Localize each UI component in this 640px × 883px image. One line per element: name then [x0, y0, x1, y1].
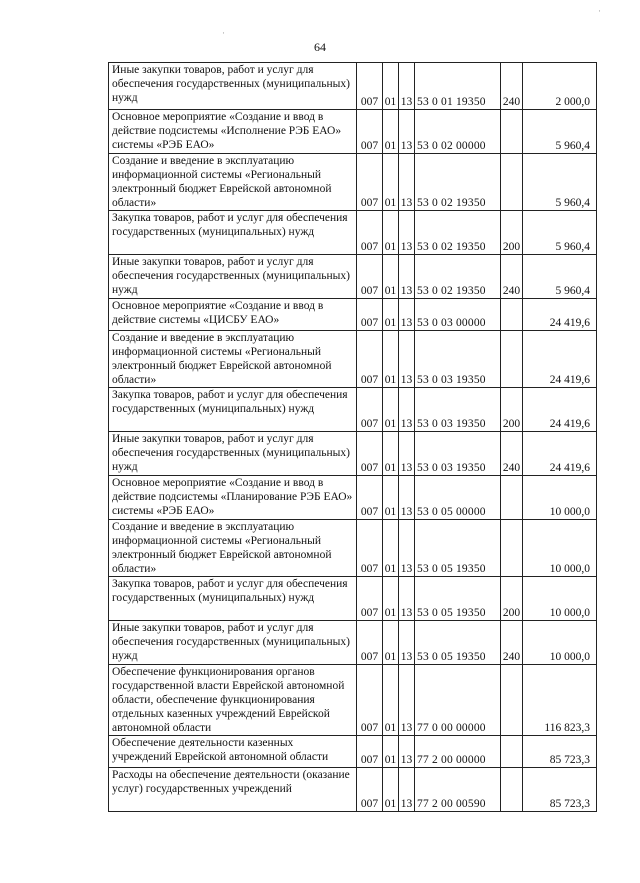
row-gr-code: 007 — [357, 331, 383, 388]
row-name: Закупка товаров, работ и услуг для обеспечения государственных (муниципальных) нужд — [109, 388, 357, 432]
row-target-code: 77 0 00 00000 — [415, 665, 501, 736]
row-amount: 5 960,4 — [523, 110, 597, 154]
row-gr-code: 007 — [357, 736, 383, 768]
row-pr-code: 13 — [399, 736, 415, 768]
row-name: Создание и введение в эксплуатацию информационной системы «Региональный электронный бюджет Еврейской автономной области» — [109, 331, 357, 388]
budget-table — [108, 62, 597, 812]
row-target-code: 53 0 03 19350 — [415, 331, 501, 388]
row-target-code: 53 0 03 00000 — [415, 299, 501, 331]
row-amount: 85 723,3 — [523, 768, 597, 812]
table-row — [109, 476, 597, 520]
row-amount: 24 419,6 — [523, 299, 597, 331]
table-row — [109, 110, 597, 154]
row-pr-code: 13 — [399, 432, 415, 476]
row-rz-code: 01 — [383, 665, 399, 736]
row-pr-code: 13 — [399, 63, 415, 110]
row-name: Расходы на обеспечение деятельности (оказание услуг) государственных учреждений — [109, 768, 357, 812]
row-target-code: 53 0 03 19350 — [415, 432, 501, 476]
table-row — [109, 211, 597, 255]
row-name: Создание и введение в эксплуатацию информационной системы «Региональный электронный бюджет Еврейской автономной области» — [109, 520, 357, 577]
row-target-code: 53 0 02 19350 — [415, 154, 501, 211]
row-vr-code: 200 — [501, 388, 523, 432]
row-rz-code: 01 — [383, 768, 399, 812]
row-amount: 24 419,6 — [523, 331, 597, 388]
row-gr-code: 007 — [357, 154, 383, 211]
row-rz-code: 01 — [383, 621, 399, 665]
row-name: Создание и введение в эксплуатацию информационной системы «Региональный электронный бюджет Еврейской автономной области» — [109, 154, 357, 211]
row-name: Иные закупки товаров, работ и услуг для обеспечения государственных (муниципальных) нужд — [109, 432, 357, 476]
scan-speck: · — [222, 28, 225, 38]
row-target-code: 53 0 05 00000 — [415, 476, 501, 520]
row-gr-code: 007 — [357, 768, 383, 812]
row-rz-code: 01 — [383, 154, 399, 211]
row-name: Закупка товаров, работ и услуг для обеспечения государственных (муниципальных) нужд — [109, 577, 357, 621]
row-target-code: 53 0 01 19350 — [415, 63, 501, 110]
row-amount: 5 960,4 — [523, 255, 597, 299]
row-gr-code: 007 — [357, 299, 383, 331]
row-vr-code — [501, 110, 523, 154]
row-gr-code: 007 — [357, 255, 383, 299]
table-row — [109, 768, 597, 812]
row-vr-code: 200 — [501, 577, 523, 621]
row-pr-code: 13 — [399, 621, 415, 665]
row-target-code: 53 0 05 19350 — [415, 621, 501, 665]
row-rz-code: 01 — [383, 432, 399, 476]
table-row — [109, 154, 597, 211]
row-amount: 116 823,3 — [523, 665, 597, 736]
row-pr-code: 13 — [399, 476, 415, 520]
table-row — [109, 621, 597, 665]
row-gr-code: 007 — [357, 577, 383, 621]
row-target-code: 53 0 05 19350 — [415, 577, 501, 621]
row-vr-code: 240 — [501, 255, 523, 299]
row-target-code: 53 0 05 19350 — [415, 520, 501, 577]
row-name: Иные закупки товаров, работ и услуг для обеспечения государственных (муниципальных) нужд — [109, 63, 357, 110]
row-pr-code: 13 — [399, 768, 415, 812]
row-amount: 5 960,4 — [523, 154, 597, 211]
table-row — [109, 331, 597, 388]
row-pr-code: 13 — [399, 211, 415, 255]
row-rz-code: 01 — [383, 63, 399, 110]
table-row — [109, 63, 597, 110]
row-pr-code: 13 — [399, 388, 415, 432]
row-rz-code: 01 — [383, 331, 399, 388]
row-vr-code — [501, 736, 523, 768]
row-name: Иные закупки товаров, работ и услуг для обеспечения государственных (муниципальных) нужд — [109, 621, 357, 665]
row-name: Обеспечение функционирования органов государственной власти Еврейской автономной области, обеспечение функционирования отдельных казенных учреждений Еврейской автономной области — [109, 665, 357, 736]
row-vr-code: 240 — [501, 432, 523, 476]
row-gr-code: 007 — [357, 432, 383, 476]
row-amount: 24 419,6 — [523, 432, 597, 476]
row-gr-code: 007 — [357, 665, 383, 736]
row-name: Закупка товаров, работ и услуг для обеспечения государственных (муниципальных) нужд — [109, 211, 357, 255]
row-vr-code — [501, 665, 523, 736]
row-gr-code: 007 — [357, 63, 383, 110]
page-number: 64 — [314, 40, 326, 54]
row-pr-code: 13 — [399, 665, 415, 736]
row-amount: 10 000,0 — [523, 621, 597, 665]
row-amount: 24 419,6 — [523, 388, 597, 432]
table-row — [109, 388, 597, 432]
row-vr-code: 200 — [501, 211, 523, 255]
row-gr-code: 007 — [357, 476, 383, 520]
row-gr-code: 007 — [357, 520, 383, 577]
row-rz-code: 01 — [383, 577, 399, 621]
table-row — [109, 299, 597, 331]
row-name: Основное мероприятие «Создание и ввод в действие подсистемы «Планирование РЭБ ЕАО» системы «РЭБ ЕАО» — [109, 476, 357, 520]
row-rz-code: 01 — [383, 255, 399, 299]
row-vr-code: 240 — [501, 63, 523, 110]
row-vr-code — [501, 154, 523, 211]
row-rz-code: 01 — [383, 736, 399, 768]
row-name: Иные закупки товаров, работ и услуг для обеспечения государственных (муниципальных) нужд — [109, 255, 357, 299]
row-amount: 10 000,0 — [523, 577, 597, 621]
row-name: Основное мероприятие «Создание и ввод в действие подсистемы «Исполнение РЭБ ЕАО» системы «РЭБ ЕАО» — [109, 110, 357, 154]
table-row — [109, 520, 597, 577]
row-gr-code: 007 — [357, 388, 383, 432]
table-row — [109, 255, 597, 299]
row-vr-code — [501, 520, 523, 577]
row-gr-code: 007 — [357, 621, 383, 665]
row-amount: 5 960,4 — [523, 211, 597, 255]
row-rz-code: 01 — [383, 476, 399, 520]
row-pr-code: 13 — [399, 110, 415, 154]
row-name: Обеспечение деятельности казенных учреждений Еврейской автономной области — [109, 736, 357, 768]
row-vr-code — [501, 476, 523, 520]
table-row — [109, 665, 597, 736]
table-row — [109, 736, 597, 768]
row-amount: 85 723,3 — [523, 736, 597, 768]
row-vr-code — [501, 768, 523, 812]
row-target-code: 77 2 00 00000 — [415, 736, 501, 768]
row-target-code: 53 0 03 19350 — [415, 388, 501, 432]
row-pr-code: 13 — [399, 154, 415, 211]
row-rz-code: 01 — [383, 388, 399, 432]
row-pr-code: 13 — [399, 299, 415, 331]
row-name: Основное мероприятие «Создание и ввод в действие системы «ЦИСБУ ЕАО» — [109, 299, 357, 331]
table-row — [109, 432, 597, 476]
row-target-code: 53 0 02 00000 — [415, 110, 501, 154]
row-amount: 2 000,0 — [523, 63, 597, 110]
row-vr-code: 240 — [501, 621, 523, 665]
row-target-code: 53 0 02 19350 — [415, 211, 501, 255]
row-target-code: 53 0 02 19350 — [415, 255, 501, 299]
row-pr-code: 13 — [399, 520, 415, 577]
row-amount: 10 000,0 — [523, 520, 597, 577]
row-amount: 10 000,0 — [523, 476, 597, 520]
row-rz-code: 01 — [383, 299, 399, 331]
row-pr-code: 13 — [399, 331, 415, 388]
row-pr-code: 13 — [399, 577, 415, 621]
row-gr-code: 007 — [357, 211, 383, 255]
row-rz-code: 01 — [383, 211, 399, 255]
row-vr-code — [501, 331, 523, 388]
table-row — [109, 577, 597, 621]
row-target-code: 77 2 00 00590 — [415, 768, 501, 812]
row-vr-code — [501, 299, 523, 331]
row-gr-code: 007 — [357, 110, 383, 154]
row-rz-code: 01 — [383, 520, 399, 577]
row-rz-code: 01 — [383, 110, 399, 154]
scan-speck: · — [598, 6, 601, 16]
row-pr-code: 13 — [399, 255, 415, 299]
